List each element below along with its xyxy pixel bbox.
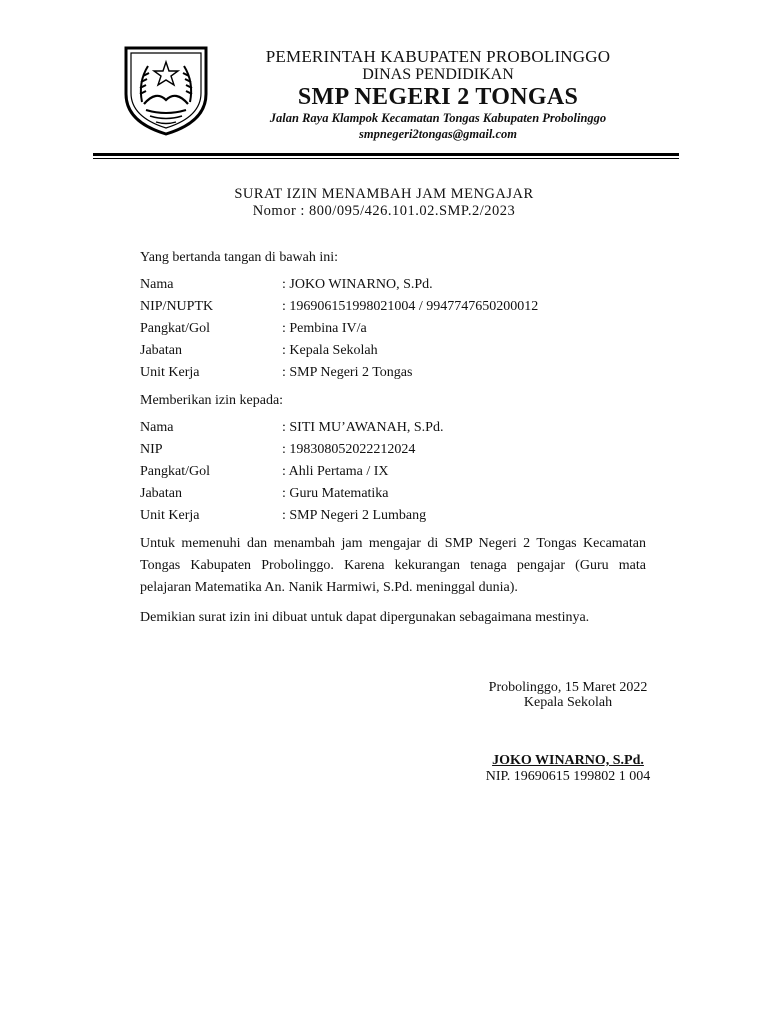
letter-title: SURAT IZIN MENAMBAH JAM MENGAJAR: [234, 186, 534, 202]
field-value: : Guru Matematika: [282, 486, 389, 501]
field-label: Unit Kerja: [140, 365, 200, 380]
field-value: : 196906151998021004 / 9947747650200012: [282, 299, 539, 314]
place-date: Probolinggo, 15 Maret 2022: [488, 680, 648, 695]
field-label: Pangkat/Gol: [140, 321, 210, 336]
field-label: Nama: [140, 420, 174, 435]
field-value: : Pembina IV/a: [282, 321, 367, 336]
field-label: Jabatan: [140, 486, 182, 501]
school-name: SMP NEGERI 2 TONGAS: [297, 84, 579, 110]
closing-paragraph: Demikian surat izin ini dibuat untuk dapat dipergunakan sebagaimana mestinya.: [140, 610, 590, 625]
field-label: Pangkat/Gol: [140, 464, 210, 479]
field-value: : Kepala Sekolah: [282, 343, 378, 358]
field-label: NIP/NUPTK: [140, 299, 214, 314]
field-label: Unit Kerja: [140, 508, 200, 523]
grant-intro-text: Memberikan izin kepada:: [140, 393, 284, 408]
field-label: Jabatan: [140, 343, 182, 358]
field-value: : JOKO WINARNO, S.Pd.: [282, 277, 433, 292]
signatory-position: Kepala Sekolah: [523, 695, 613, 710]
field-value: : SITI MU’AWANAH, S.Pd.: [282, 420, 444, 435]
government-name: PEMERINTAH KABUPATEN PROBOLINGGO: [265, 47, 611, 66]
school-email: smpnegeri2tongas@gmail.com: [359, 127, 517, 141]
field-label: Nama: [140, 277, 174, 292]
field-value: : SMP Negeri 2 Tongas: [282, 365, 413, 380]
signatory-name: JOKO WINARNO, S.Pd.: [492, 753, 644, 768]
department-name: DINAS PENDIDIKAN: [362, 66, 514, 83]
field-value: : SMP Negeri 2 Lumbang: [282, 508, 427, 523]
regency-crest-icon: [120, 44, 212, 136]
field-label: NIP: [140, 442, 163, 457]
letter-number: Nomor : 800/095/426.101.02.SMP.2/2023: [252, 203, 516, 219]
school-address: Jalan Raya Klampok Kecamatan Tongas Kabupaten Probolinggo: [269, 111, 607, 125]
body-paragraph: Untuk memenuhi dan menambah jam mengajar di SMP Negeri 2 Tongas Kecamatan Tongas Kabupaten Probolinggo. Karena kekurangan tenaga pengajar (Guru mata pelajaran Matematika An. Nanik Harmiwi, S.Pd. meninggal dunia).: [140, 536, 646, 595]
signatory-nip: NIP. 19690615 199802 1 004: [485, 769, 651, 784]
letterhead-rule-thick: [93, 153, 679, 156]
field-value: : 198308052022212024: [282, 442, 416, 457]
field-value: : Ahli Pertama / IX: [282, 464, 389, 479]
intro-text: Yang bertanda tangan di bawah ini:: [140, 250, 339, 265]
letterhead-rule-thin: [93, 158, 679, 159]
